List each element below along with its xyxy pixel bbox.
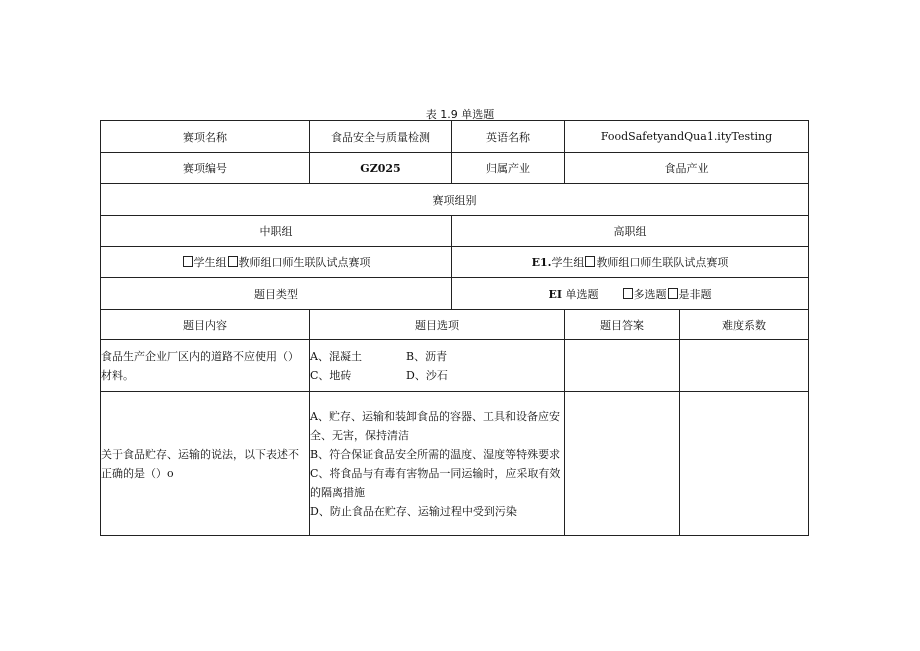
teacher-group-label: 教师组 bbox=[238, 256, 272, 269]
secondary-label: 中职组 bbox=[101, 216, 452, 247]
option-c: C、地砖 bbox=[310, 368, 352, 382]
question-type-prefix: EI bbox=[548, 287, 563, 301]
secondary-groups bbox=[101, 247, 452, 278]
option-d: D、沙石 bbox=[406, 368, 448, 382]
english-name-label: 英语名称 bbox=[452, 121, 565, 153]
option-a: A、贮存、运输和装卸食品的容器、工具和设备应安全、无害，保持清洁 bbox=[310, 409, 560, 442]
student-group-label: 学生组 bbox=[551, 256, 585, 269]
checkbox-student[interactable] bbox=[183, 256, 193, 267]
true-false-label: 是非题 bbox=[678, 287, 712, 301]
industry-label: 归属产业 bbox=[452, 153, 565, 184]
table-row bbox=[101, 340, 809, 392]
question-answer bbox=[565, 392, 680, 536]
event-code-label: 赛项编号 bbox=[101, 153, 310, 184]
teacher-group-label: 教师组 bbox=[596, 256, 630, 269]
question-content: 食品生产企业厂区内的道路不应使用（）材料。 bbox=[101, 340, 310, 392]
col-header-content: 题目内容 bbox=[101, 310, 310, 340]
col-header-answer: 题目答案 bbox=[565, 310, 680, 340]
event-code-value: GZ025 bbox=[310, 153, 452, 184]
col-header-difficulty: 难度系数 bbox=[680, 310, 809, 340]
question-type-label: 题目类型 bbox=[101, 278, 452, 310]
event-name-label: 赛项名称 bbox=[101, 121, 310, 153]
option-b: B、符合保证食品安全所需的温度、湿度等特殊要求 bbox=[310, 447, 561, 461]
checkbox-tf[interactable] bbox=[668, 288, 678, 299]
question-type-options bbox=[452, 278, 809, 310]
table-caption: 表 1.9 单选题 bbox=[425, 108, 495, 121]
question-answer bbox=[565, 340, 680, 392]
event-name-value: 食品安全与质量检测 bbox=[310, 121, 452, 153]
student-group-label: 学生组 bbox=[193, 256, 227, 269]
group-label: 赛项组别 bbox=[101, 184, 809, 216]
higher-groups bbox=[452, 247, 809, 278]
question-table bbox=[100, 120, 809, 536]
option-a: A、混凝土 bbox=[310, 349, 362, 363]
question-difficulty bbox=[680, 340, 809, 392]
higher-label: 高职组 bbox=[452, 216, 809, 247]
industry-value: 食品产业 bbox=[565, 153, 809, 184]
col-header-options: 题目选项 bbox=[310, 310, 565, 340]
multi-choice-label: 多选题 bbox=[633, 287, 667, 301]
option-c: C、将食品与有毒有害物品一同运输时，应采取有效的隔离措施 bbox=[310, 466, 561, 499]
table-row bbox=[101, 392, 809, 536]
joint-group-label: 口师生联队试点赛项 bbox=[271, 256, 371, 269]
option-b: B、沥青 bbox=[406, 349, 448, 363]
higher-prefix: E1. bbox=[531, 256, 552, 269]
question-difficulty bbox=[680, 392, 809, 536]
english-name-value: FoodSafetyandQua1.ityTesting bbox=[565, 121, 809, 153]
option-d: D、防止食品在贮存、运输过程中受到污染 bbox=[310, 504, 517, 518]
checkbox-teacher[interactable] bbox=[228, 256, 238, 267]
question-options bbox=[310, 340, 565, 392]
joint-group-label: 口师生联队试点赛项 bbox=[629, 256, 729, 269]
question-options bbox=[310, 392, 565, 536]
question-content: 关于食品贮存、运输的说法，以下表述不正确的是（）o bbox=[101, 392, 310, 536]
single-choice-label: 单选题 bbox=[565, 287, 599, 301]
checkbox-teacher[interactable] bbox=[585, 256, 595, 267]
checkbox-multi[interactable] bbox=[623, 288, 633, 299]
